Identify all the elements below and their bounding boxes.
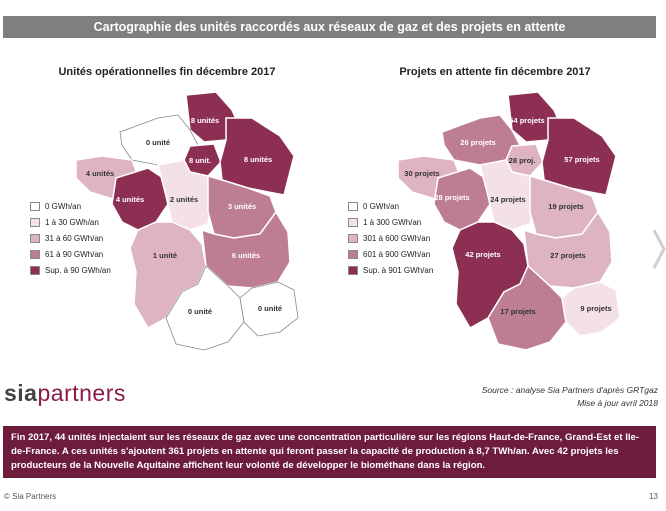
left-label-centre: 2 unités (169, 195, 199, 204)
legend-item: Sup. à 90 GWh/an (30, 262, 111, 278)
legend-item: Sup. à 901 GWh/an (348, 262, 433, 278)
right-label-pdl: 28 projets (434, 193, 470, 202)
left-label-bretagne: 4 unités (85, 169, 115, 178)
sia-partners-logo: siapartners (4, 380, 126, 406)
legend-swatch (30, 250, 40, 259)
left-map-title: Unités opérationnelles fin décembre 2017 (58, 66, 276, 78)
legend-item: 1 à 30 GWh/an (30, 214, 111, 230)
right-label-normandie: 26 projets (460, 138, 496, 147)
left-label-occitanie: 0 unité (187, 307, 213, 316)
update-date: Mise à jour avril 2018 (577, 398, 658, 408)
right-label-bretagne: 30 projets (404, 169, 440, 178)
right-label-hdf: 54 projets (509, 116, 545, 125)
source-note (482, 384, 658, 410)
left-label-ara: 6 unités (231, 251, 261, 260)
legend-swatch (30, 266, 40, 275)
left-label-idf: 8 unit. (188, 156, 212, 165)
right-label-bourgogne: 19 projets (548, 202, 584, 211)
left-label-grand-est: 8 unités (243, 155, 273, 164)
right-label-idf: 28 proj. (508, 156, 536, 165)
legend-swatch (348, 202, 358, 211)
right-map-title: Projets en attente fin décembre 2017 (399, 66, 591, 78)
copyright: © Sia Partners (4, 492, 57, 501)
right-label-naq: 42 projets (465, 250, 501, 259)
left-label-normandie: 0 unité (145, 138, 171, 147)
right-label-occitanie: 17 projets (500, 307, 536, 316)
legend-item: 601 à 900 GWh/an (348, 246, 433, 262)
legend-item: 0 GWh/an (30, 198, 111, 214)
left-label-paca: 0 unité (257, 304, 283, 313)
left-map-legend (30, 198, 111, 278)
page-number: 13 (649, 492, 658, 501)
legend-item: 31 à 60 GWh/an (30, 230, 111, 246)
legend-swatch (30, 234, 40, 243)
legend-swatch (30, 202, 40, 211)
legend-swatch (348, 266, 358, 275)
left-label-naq: 1 unité (152, 251, 178, 260)
legend-item: 0 GWh/an (348, 198, 433, 214)
conclusion-box: Fin 2017, 44 unités injectaient sur les réseaux de gaz avec une concentration particulière sur les régions Haut-de-France, Grand-Est et Ile-de-France. A ces unités s'ajoutent 361 projets en attente qui feront passer la capacité de production à 8,7 TWh/an. Avec 42 projets les producteurs de la Nouvelle Aquitaine affichent leur volonté de développer le biométhane dans la région. (3, 426, 656, 478)
legend-item: 61 à 90 GWh/an (30, 246, 111, 262)
legend-item: 1 à 300 GWh/an (348, 214, 433, 230)
legend-swatch (30, 218, 40, 227)
legend-swatch (348, 250, 358, 259)
chevron-right-icon[interactable] (652, 228, 666, 270)
legend-swatch (348, 234, 358, 243)
right-label-paca: 9 projets (580, 304, 612, 313)
slide-title: Cartographie des unités raccordés aux réseaux de gaz et des projets en attente (3, 16, 656, 38)
legend-item: 301 à 600 GWh/an (348, 230, 433, 246)
source-line: Source : analyse Sia Partners d'après GRTgaz (481, 385, 658, 395)
legend-swatch (348, 218, 358, 227)
right-map-legend (348, 198, 433, 278)
right-label-grand-est: 57 projets (564, 155, 600, 164)
left-label-bourgogne: 3 unités (227, 202, 257, 211)
left-label-hdf: 8 unités (190, 116, 220, 125)
right-label-centre: 24 projets (490, 195, 526, 204)
right-label-ara: 27 projets (550, 251, 586, 260)
left-label-pdl: 4 unités (115, 195, 145, 204)
